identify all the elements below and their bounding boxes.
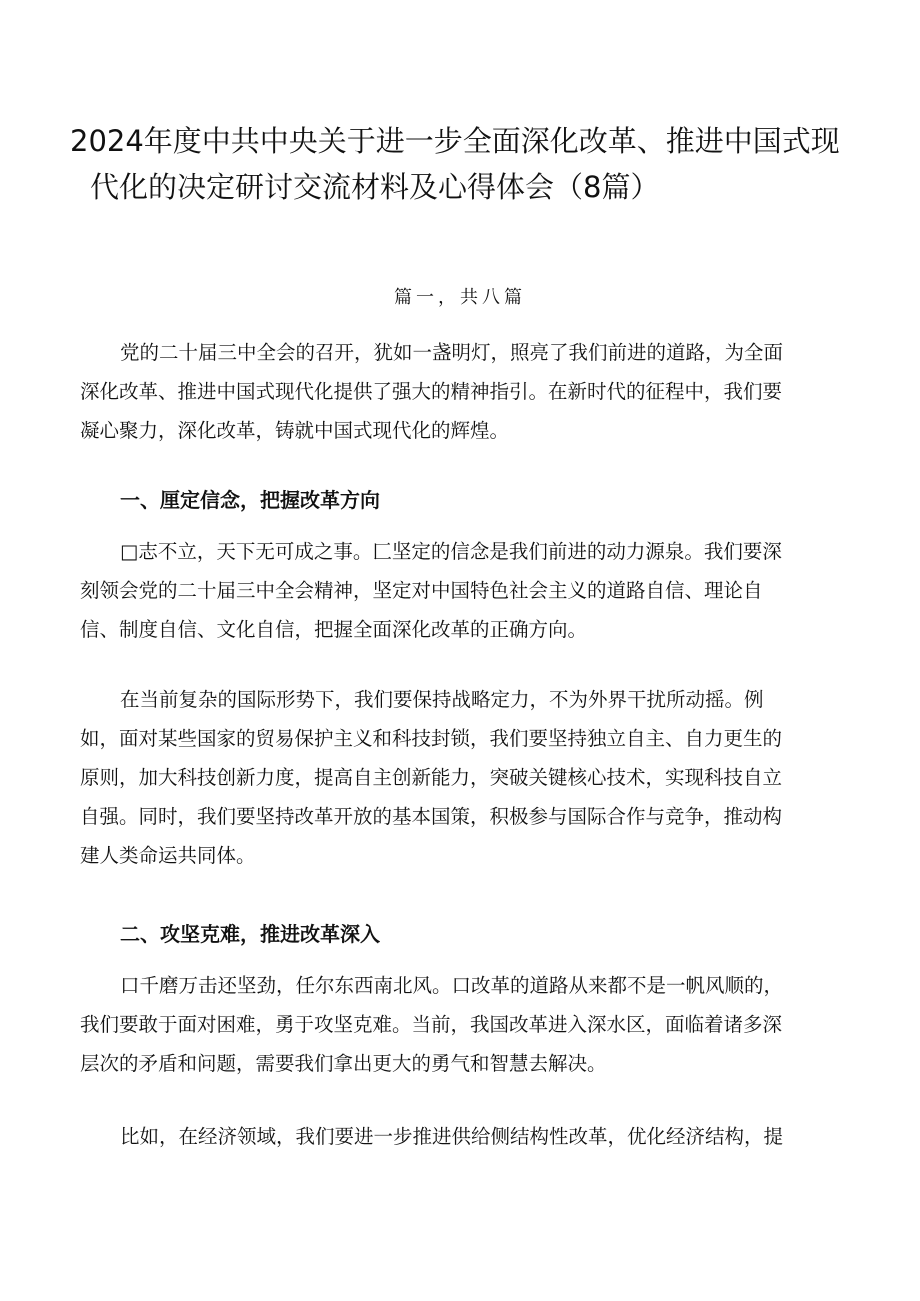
paragraph-line: □志不立，天下无可成之事。匚坚定的信念是我们前进的动力源泉。我们要深 — [120, 540, 782, 563]
document-title — [70, 118, 860, 210]
paragraph-line: 我们要敢于面对困难，勇于攻坚克难。当前，我国改革进入深水区，面临着诸多深 — [80, 1013, 783, 1036]
paragraph-line: 深化改革、推进中国式现代化提供了强大的精神指引。在新时代的征程中，我们要 — [80, 380, 783, 403]
paragraph-line: 在当前复杂的国际形势下，我们要保持战略定力，不为外界干扰所动摇。例 — [120, 688, 764, 711]
paragraph-line: 凝心聚力，深化改革，铸就中国式现代化的辉煌。 — [80, 419, 510, 442]
paragraph-line: 自强。同时，我们要坚持改革开放的基本国策，积极参与国际合作与竞争，推动构 — [80, 805, 783, 828]
section-1-paragraph-1 — [80, 532, 860, 649]
paragraph-line: 比如，在经济领域，我们要进一步推进供给侧结构性改革，优化经济结构，提 — [120, 1125, 784, 1148]
title-line-2: 代化的决定研讨交流材料及心得体会（8篇） — [90, 170, 660, 204]
paragraph-line: 信、制度自信、文化自信，把握全面深化改革的正确方向。 — [80, 618, 588, 641]
paragraph-line: 建人类命运共同体。 — [80, 844, 256, 867]
paragraph-line: 口千磨万击还坚劲，任尔东西南北风。口改革的道路从来都不是一帆风顺的， — [120, 974, 784, 997]
section-1-paragraph-2 — [80, 680, 860, 875]
paragraph-line: 原则，加大科技创新力度，提高自主创新能力，突破关键核心技术，实现科技自立 — [80, 766, 783, 789]
section-1-heading: 一、厘定信念，把握改革方向 — [120, 488, 380, 512]
paragraph-line: 如，面对某些国家的贸易保护主义和科技封锁，我们要坚持独立自主、自力更生的 — [80, 727, 783, 750]
paragraph-line: 层次的矛盾和问题，需要我们拿出更大的勇气和智慧去解决。 — [80, 1052, 607, 1075]
section-2-paragraph-2 — [80, 1117, 860, 1156]
section-2-heading: 二、攻坚克难，推进改革深入 — [120, 922, 380, 946]
document-subtitle: 篇一，共八篇 — [394, 287, 526, 308]
intro-paragraph — [80, 333, 860, 450]
paragraph-line: 党的二十届三中全会的召开，犹如一盏明灯，照亮了我们前进的道路，为全面 — [120, 341, 784, 364]
title-line-1: 2024年度中共中央关于进一步全面深化改革、推进中国式现 — [70, 124, 840, 158]
section-2-paragraph-1 — [80, 966, 860, 1083]
paragraph-line: 刻领会党的二十届三中全会精神，坚定对中国特色社会主义的道路自信、理论自 — [80, 579, 763, 602]
